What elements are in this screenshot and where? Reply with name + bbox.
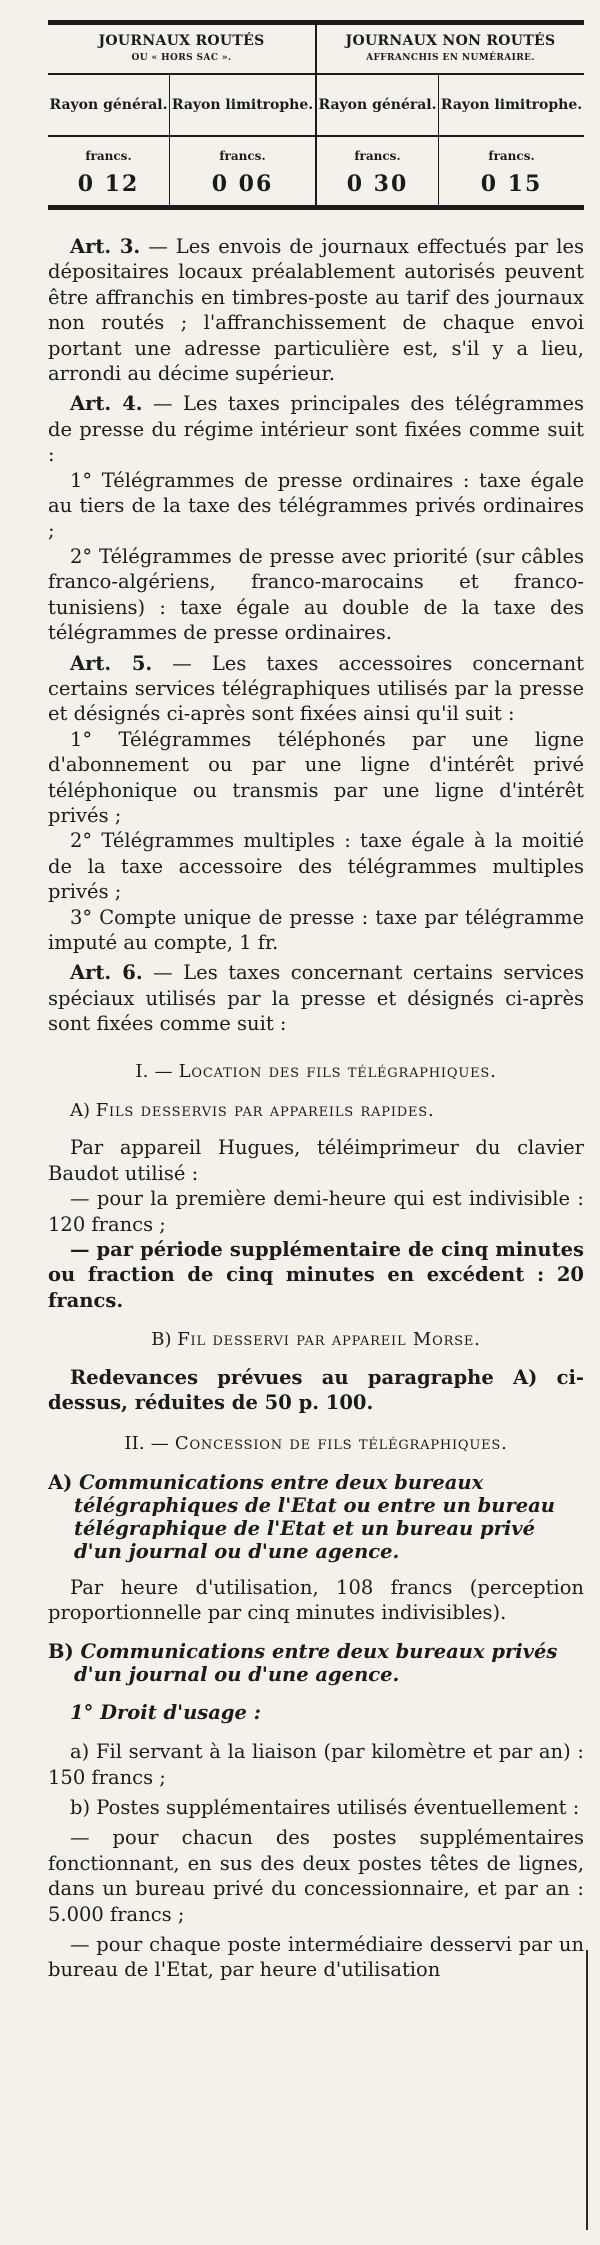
routes-limitrophe-label: Rayon limitrophe. — [170, 74, 316, 136]
art5-paragraph — [48, 651, 584, 727]
art5-item-2: 2° Télégrammes multiples : taxe égale à la moitié de la taxe accessoire des télégrammes multiples privés ; — [48, 829, 584, 904]
art6-text: — Les taxes concernant certains services spéciaux utilisés par la presse et désignés ci-après sont fixées comme suit : — [48, 961, 584, 1036]
art4-text: — Les taxes principales des télégrammes de presse du régime intérieur sont fixées comme suit : — [48, 392, 584, 467]
art4-label: Art. 4. — [70, 392, 143, 416]
routes-general-amount: 0 12 — [48, 163, 170, 208]
non-routes-general-amount: 0 30 — [316, 163, 439, 208]
non-routes-general-label: Rayon général. — [316, 74, 439, 136]
sub-b-num: B) — [151, 1329, 172, 1351]
art5-text: — Les taxes accessoires concernant certains services télégraphiques utilisés par la presse et désignés ci-après sont fixées ainsi qu'il suit : — [48, 651, 584, 726]
art4-item-1: 1° Télégrammes de presse ordinaires : taxe égale au tiers de la taxe des télégrammes privés ordinaires ; — [48, 468, 584, 543]
droit-b: b) Postes supplémentaires utilisés éventuellement : — [70, 1795, 580, 1819]
routes-general-label: Rayon général. — [48, 74, 170, 136]
art3-text: — Les envois de journaux effectués par les dépositaires locaux préalablement autorisés peuvent être affranchis en timbres-poste au tarif des journaux non routés ; l'affranchissement de chaque envoi portant une adresse particulière est, s'il y a lieu, arrondi au décime supérieur. — [48, 235, 584, 386]
non-routes-limitrophe-unit: francs. — [488, 149, 535, 163]
conc-b-label: B) — [48, 1639, 74, 1663]
art5-label: Art. 5. — [70, 651, 153, 675]
non-routes-limitrophe-amount: 0 15 — [480, 171, 543, 197]
art3-paragraph — [48, 234, 584, 386]
sub-b-text: Redevances prévues au paragraphe A) ci-dessus, réduites de 50 p. 100. — [48, 1365, 584, 1415]
conc-a-heading — [48, 1471, 584, 1563]
rate-table — [48, 20, 584, 210]
section-2-title: Concession de fils télégraphiques. — [174, 1433, 508, 1455]
non-routes-general-unit: francs. — [316, 136, 439, 163]
sub-a-first: — pour la première demi-heure qui est indivisible : 120 francs ; — [48, 1187, 584, 1236]
sub-a-extra: — par période supplémentaire de cinq minutes ou fraction de cinq minutes en excédent : 20 francs. — [48, 1238, 584, 1312]
article-body — [48, 234, 584, 1983]
sub-a-num: A) — [70, 1100, 91, 1121]
conc-a-text: Par heure d'utilisation, 108 francs (perception proportionnelle par cinq minutes indivisibles). — [48, 1575, 584, 1625]
newspaper-page — [48, 20, 584, 1983]
routes-subtitle: OU « HORS SAC ». — [131, 53, 232, 63]
section-1-title: Location des fils télégraphiques. — [178, 1060, 497, 1082]
sub-a-title: Fils desservis par appareils rapides. — [95, 1100, 435, 1121]
non-routes-title: JOURNAUX NON ROUTÉS — [345, 33, 556, 49]
droit-b2: — pour chaque poste intermédiaire desservi par un bureau de l'Etat, par heure d'utilisation — [48, 1932, 584, 1982]
routes-limitrophe-unit: francs. — [170, 136, 316, 163]
art4-item-2: 2° Télégrammes de presse avec priorité (sur câbles franco-algériens, franco-marocains et franco-tunisiens) : taxe égale au double de la taxe des télégrammes de presse ordinaires. — [48, 544, 584, 645]
conc-a-title: Communications entre deux bureaux télégraphiques de l'Etat ou entre un bureau télégraphique de l'Etat et un bureau privé d'un journal ou d'une agence. — [74, 1470, 555, 1563]
section-1-num: I. — — [135, 1060, 173, 1082]
routes-limitrophe-amount: 0 06 — [170, 163, 316, 208]
non-routes-header — [316, 23, 584, 75]
art5-item-1: 1° Télégrammes téléphonés par une ligne d'abonnement ou par une ligne d'intérêt privé téléphonique ou transmis par une ligne d'intérêt privés ; — [48, 727, 584, 827]
art5-item-3: 3° Compte unique de presse : taxe par télégramme imputé au compte, 1 fr. — [48, 905, 584, 954]
droit-b1: — pour chacun des postes supplémentaires fonctionnant, en sus des deux postes têtes de lignes, dans un bureau privé du concessionnaire, et par an : 5.000 francs ; — [48, 1826, 584, 1926]
routes-header — [48, 23, 316, 75]
sub-b-title: Fil desservi par appareil Morse. — [177, 1329, 481, 1351]
non-routes-limitrophe-label: Rayon limitrophe. — [439, 74, 584, 136]
art3-label: Art. 3. — [70, 235, 141, 258]
art4-paragraph — [48, 391, 584, 467]
conc-b-heading — [48, 1640, 584, 1686]
conc-b-title: Communications entre deux bureaux privés d'un journal ou d'une agence. — [74, 1639, 558, 1686]
art6-label: Art. 6. — [70, 961, 143, 985]
droit-label: 1° Droit d'usage : — [70, 1700, 261, 1724]
non-routes-subtitle: AFFRANCHIS EN NUMÉRAIRE. — [366, 53, 535, 63]
sub-a-heading — [48, 1098, 584, 1123]
section-2-num: II. — — [124, 1433, 169, 1455]
routes-general-unit: francs. — [48, 136, 170, 163]
art6-paragraph — [48, 960, 584, 1036]
routes-title: JOURNAUX ROUTÉS — [98, 33, 265, 49]
section-1-heading — [48, 1059, 584, 1084]
section-2-heading — [48, 1431, 584, 1456]
sub-b-heading — [48, 1327, 584, 1352]
conc-a-label: A) — [48, 1470, 73, 1494]
droit-a: a) Fil servant à la liaison (par kilomètre et par an) : 150 francs ; — [48, 1740, 584, 1789]
column-rule — [586, 1950, 588, 2230]
sub-a-intro: Par appareil Hugues, téléimprimeur du clavier Baudot utilisé : — [48, 1136, 584, 1185]
